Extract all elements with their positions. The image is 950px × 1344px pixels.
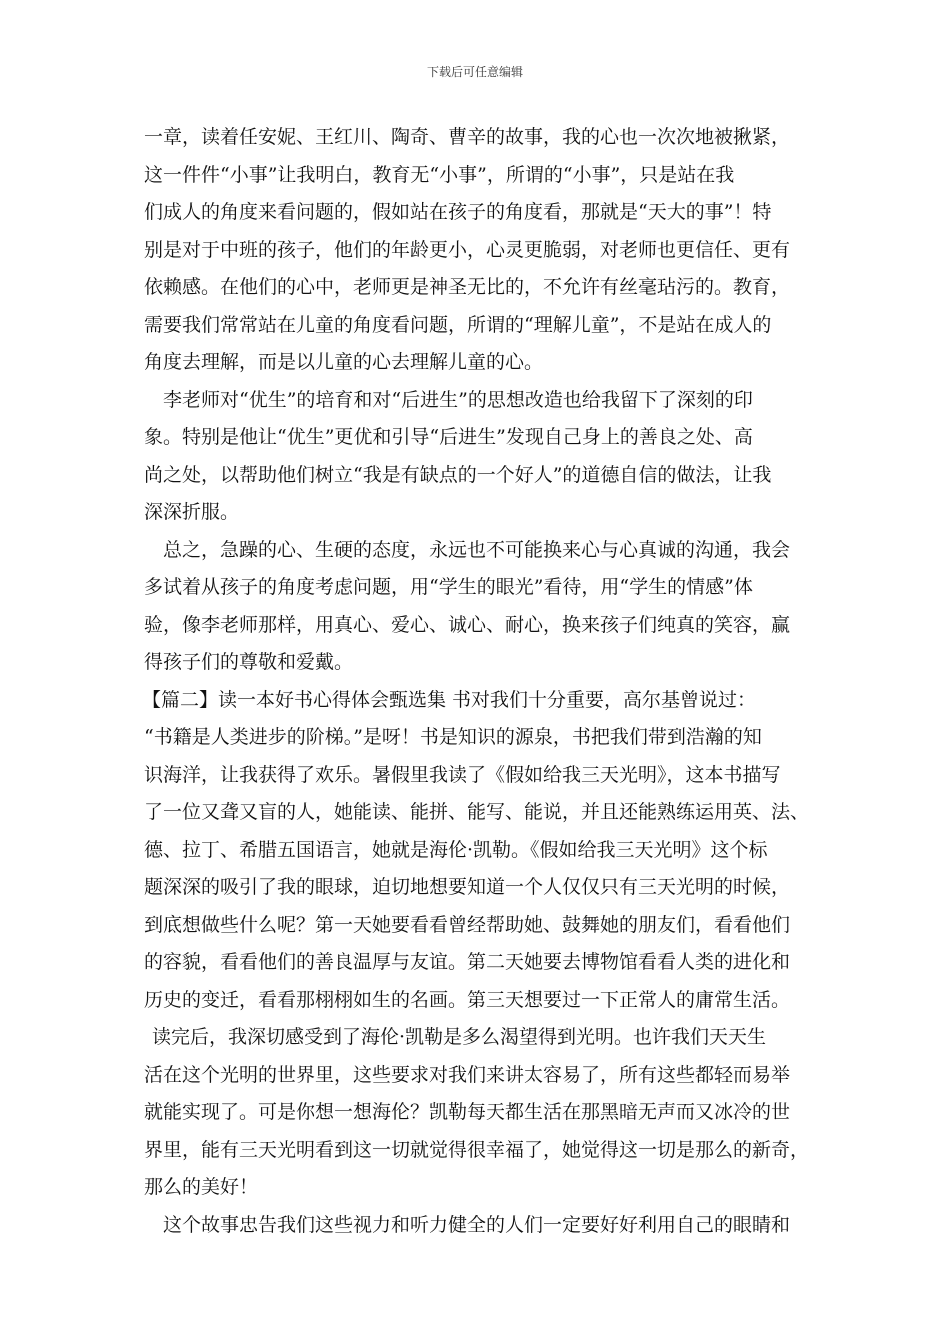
text-line: 验，像李老师那样，用真心、爱心、诚心、耐心，换来孩子们纯真的笑容，赢 bbox=[144, 613, 791, 636]
text-line: 识海洋，让我获得了欢乐。暑假里我读了《假如给我三天光明》，这本书描写 bbox=[144, 763, 781, 786]
page-header: 下载后可任意编辑 bbox=[426, 65, 523, 79]
text-line: 读完后，我深切感受到了海伦·凯勒是多么渴望得到光明。也许我们天天生 bbox=[152, 1026, 767, 1048]
text-line: 这个故事忠告我们这些视力和听力健全的人们一定要好好利用自己的眼睛和 bbox=[163, 1213, 791, 1236]
text-line: 象。特别是他让“优生”更优和引导“后进生”发现自己身上的善良之处、高 bbox=[144, 426, 753, 448]
text-line: 别是对于中班的孩子，他们的年龄更小，心灵更脆弱，对老师也更信任、更有 bbox=[144, 238, 791, 261]
text-line: 依赖感。在他们的心中，老师更是神圣无比的，不允许有丝毫玷污的。教育， bbox=[144, 276, 791, 298]
document-body bbox=[144, 119, 820, 1244]
text-line: 需要我们常常站在儿童的角度看问题，所谓的“理解儿童”，不是站在成人的 bbox=[144, 313, 772, 336]
text-line: 们成人的角度来看问题的，假如站在孩子的角度看，那就是“天大的事”！特 bbox=[144, 201, 772, 223]
text-line: 尚之处，以帮助他们树立“我是有缺点的一个好人”的道德自信的做法，让我 bbox=[144, 463, 772, 486]
text-line: 角度去理解，而是以儿童的心去理解儿童的心。 bbox=[144, 351, 544, 373]
text-line: 一章，读着任安妮、王红川、陶奇、曹辛的故事，我的心也一次次地被揪紧， bbox=[144, 126, 791, 148]
text-line: 了一位又聋又盲的人，她能读、能拼、能写、能说，并且还能熟练运用英、法、 bbox=[144, 801, 810, 823]
text-line: 题深深的吸引了我的眼球，迫切地想要知道一个人仅仅只有三天光明的时候， bbox=[144, 876, 791, 898]
text-line: 到底想做些什么呢？第一天她要看看曾经帮助她、鼓舞她的朋友们，看看他们 bbox=[144, 913, 791, 936]
text-line: 总之，急躁的心、生硬的态度，永远也不可能换来心与心真诚的沟通，我会 bbox=[163, 538, 791, 561]
text-line: 李老师对“优生”的培育和对“后进生”的思想改造也给我留下了深刻的印 bbox=[163, 388, 753, 411]
text-line: 的容貌，看看他们的善良温厚与友谊。第二天她要去博物馆看看人类的进化和 bbox=[144, 951, 791, 973]
text-line: 【篇二】读一本好书心得体会甄选集 书对我们十分重要，高尔基曾说过： bbox=[142, 688, 757, 711]
text-line: 得孩子们的尊敬和爱戴。 bbox=[144, 651, 354, 673]
text-line: 这一件件“小事”让我明白，教育无“小事”，所谓的“小事”，只是站在我 bbox=[144, 163, 735, 186]
text-line: 界里，能有三天光明看到这一切就觉得很幸福了，她觉得这一切是那么的新奇， bbox=[144, 1138, 810, 1161]
text-line: 活在这个光明的世界里，这些要求对我们来讲太容易了，所有这些都轻而易举 bbox=[144, 1063, 791, 1086]
text-line: 德、拉丁、希腊五国语言，她就是海伦·凯勒。《假如给我三天光明》这个标 bbox=[144, 838, 768, 861]
text-line: “书籍是人类进步的阶梯。”是呀！书是知识的源泉，书把我们带到浩瀚的知 bbox=[144, 726, 762, 748]
text-line: 那么的美好！ bbox=[144, 1176, 259, 1198]
text-line: 多试着从孩子的角度考虑问题，用“学生的眼光”看待，用“学生的情感”体 bbox=[144, 576, 753, 598]
text-line: 历史的变迁，看看那栩栩如生的名画。第三天想要过一下正常人的庸常生活。 bbox=[144, 988, 791, 1011]
text-line: 深深折服。 bbox=[144, 501, 240, 523]
text-line: 就能实现了。可是你想一想海伦？凯勒每天都生活在那黑暗无声而又冰冷的世 bbox=[144, 1101, 791, 1123]
